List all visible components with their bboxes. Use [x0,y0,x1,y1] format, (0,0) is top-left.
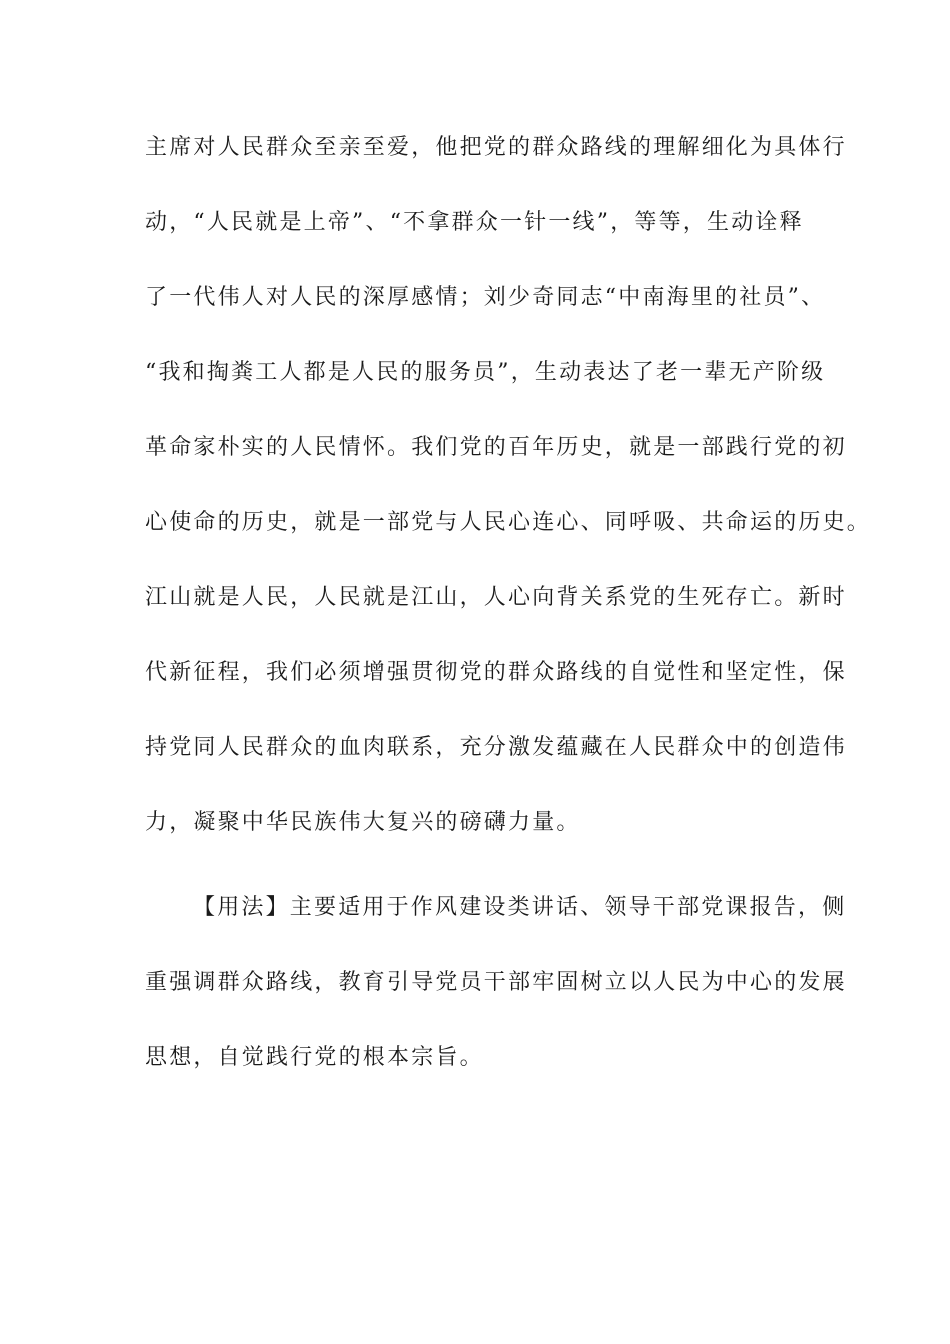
text-line: 动，“人民就是上帝”、“不拿群众一针一线”，等等，生动诠释 [145,210,804,235]
text-line: 革命家朴实的人民情怀。我们党的百年历史，就是一部践行党的初 [145,435,847,460]
text-line: 了一代伟人对人民的深厚感情；刘少奇同志“中南海里的社员”、 [145,285,826,310]
text-line: 心使命的历史，就是一部党与人民心连心、同呼吸、共命运的历史。 [145,510,872,535]
text-line: “我和掏粪工人都是人民的服务员”，生动表达了老一辈无产阶级 [145,360,826,385]
text-line: 持党同人民群众的血肉联系，充分激发蕴藏在人民群众中的创造伟 [145,735,847,760]
text-line: 主席对人民群众至亲至爱，他把党的群众路线的理解细化为具体行 [145,135,847,160]
text-line: 江山就是人民，人民就是江山，人心向背关系党的生死存亡。新时 [145,585,847,610]
text-line: 【用法】主要适用于作风建设类讲话、领导干部党课报告，侧 [193,895,847,920]
text-line: 重强调群众路线，教育引导党员干部牢固树立以人民为中心的发展 [145,970,847,995]
text-line: 力，凝聚中华民族伟大复兴的磅礴力量。 [145,810,581,835]
text-line: 代新征程，我们必须增强贯彻党的群众路线的自觉性和坚定性，保 [145,660,847,685]
text-line: 思想，自觉践行党的根本宗旨。 [145,1045,484,1070]
